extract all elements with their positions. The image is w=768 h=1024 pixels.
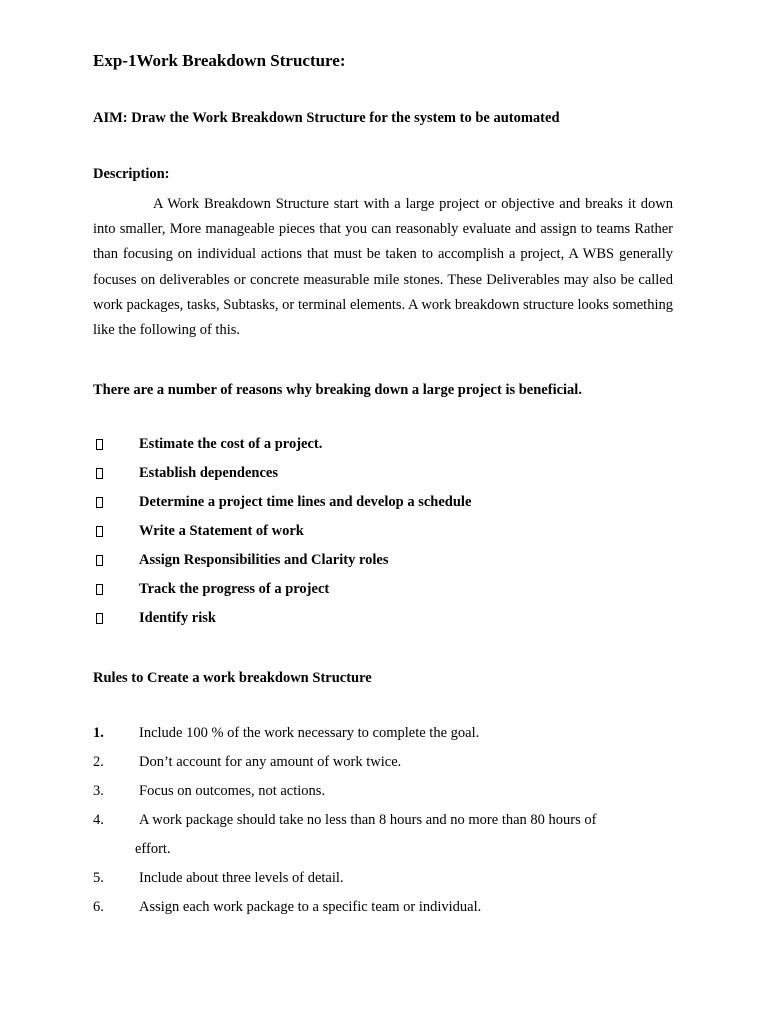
list-item-text: Identify risk: [139, 610, 216, 626]
list-item-number: 2.: [93, 754, 104, 770]
list-item-number: 1.: [93, 725, 104, 741]
bullet-box-icon: [96, 497, 103, 508]
list-item-text: Write a Statement of work: [139, 523, 304, 539]
list-item-continuation: effort.: [135, 841, 171, 857]
rules-heading: Rules to Create a work breakdown Structure: [93, 670, 372, 686]
bullet-box-icon: [96, 526, 103, 537]
list-item-text: A work package should take no less than 8 hours and no more than 80 hours of: [139, 812, 597, 828]
list-item-text: Assign each work package to a specific team or individual.: [139, 899, 482, 915]
list-item-text: Determine a project time lines and develop a schedule: [139, 494, 472, 510]
list-item-text: Estimate the cost of a project.: [139, 436, 323, 452]
bullet-box-icon: [96, 555, 103, 566]
list-item-number: 4.: [93, 812, 104, 828]
aim-statement: AIM: Draw the Work Breakdown Structure for the system to be automated: [93, 110, 560, 126]
page-title: Exp-1Work Breakdown Structure:: [93, 51, 346, 70]
list-item-text: Track the progress of a project: [139, 581, 330, 597]
bullet-box-icon: [96, 613, 103, 624]
bullet-box-icon: [96, 468, 103, 479]
list-item-text: Focus on outcomes, not actions.: [139, 783, 326, 799]
bullet-box-icon: [96, 584, 103, 595]
list-item-text: Assign Responsibilities and Clarity roles: [139, 552, 389, 568]
list-item-text: Include 100 % of the work necessary to complete the goal.: [139, 725, 480, 741]
list-item-number: 5.: [93, 870, 104, 886]
list-item-number: 6.: [93, 899, 104, 915]
list-item-text: Include about three levels of detail.: [139, 870, 344, 886]
list-item-text: Establish dependences: [139, 465, 278, 481]
list-item-number: 3.: [93, 783, 104, 799]
description-paragraph: A Work Breakdown Structure start with a large project or objective and breaks it down into smaller, More manageable pieces that you can reasonably evaluate and assign to teams Rather than focusing on individual actions that must be taken to accomplish a project, A WBS generally focuses on deliverables or concrete measurable mile stones. These Deliverables may also be called work packages, tasks, Subtasks, or terminal elements. A work breakdown structure looks something like the following of this.: [93, 196, 673, 339]
bullet-box-icon: [96, 439, 103, 450]
list-item-text: Don’t account for any amount of work twice.: [139, 754, 402, 770]
description-heading: Description:: [93, 166, 170, 182]
reasons-heading: There are a number of reasons why breaking down a large project is beneficial.: [93, 382, 582, 398]
